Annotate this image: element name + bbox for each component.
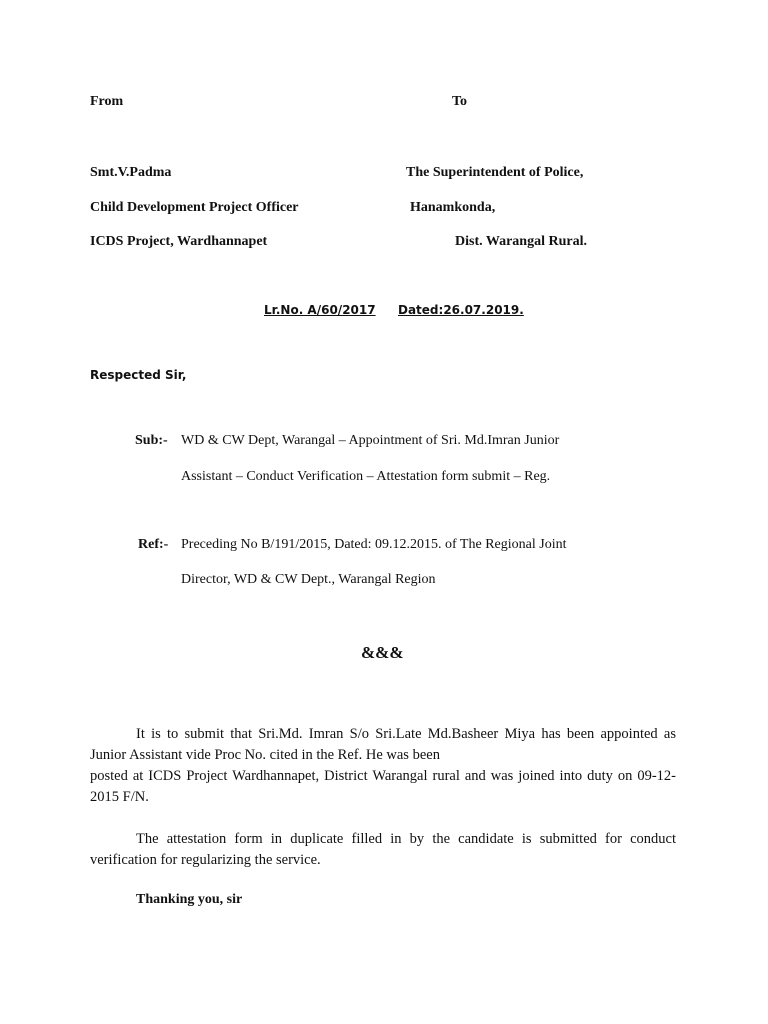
body-paragraph-1-part-2: posted at ICDS Project Wardhannapet, District Warangal rural and was joined into duty on 09-12-2015 F/N. (90, 768, 676, 805)
sender-office: ICDS Project, Wardhannapet (90, 234, 268, 249)
recipient-district: Dist. Warangal Rural. (455, 234, 587, 249)
closing-line: Thanking you, sir (136, 892, 243, 907)
body-paragraph-1-part-1: It is to submit that Sri.Md. Imran S/o Sri.Late Md.Basheer Miya has been appointed as Junior Assistant vide Proc No. cited in the Ref. He was been (90, 726, 676, 763)
ref-line-1: Preceding No B/191/2015, Dated: 09.12.2015. of The Regional Joint (181, 537, 567, 552)
body-paragraph-1 (90, 724, 676, 808)
body-paragraph-2 (90, 829, 676, 871)
salutation: Respected Sir, (90, 368, 187, 382)
from-label: From (90, 94, 124, 109)
ref-line-2: Director, WD & CW Dept., Warangal Region (181, 572, 436, 587)
sender-name: Smt.V.Padma (90, 165, 172, 180)
sender-designation: Child Development Project Officer (90, 200, 299, 215)
to-label: To (452, 94, 468, 109)
subject-label: Sub:- (135, 433, 168, 448)
letter-date: Dated:26.07.2019. (398, 303, 524, 317)
letter-number: Lr.No. A/60/2017 (264, 303, 376, 317)
recipient-title: The Superintendent of Police, (406, 165, 584, 180)
subject-line-2: Assistant – Conduct Verification – Attestation form submit – Reg. (181, 469, 551, 484)
separator-mark: &&& (361, 643, 404, 662)
recipient-place: Hanamkonda, (410, 200, 496, 215)
ref-label: Ref:- (138, 537, 169, 552)
body-paragraph-2-text: The attestation form in duplicate filled in by the candidate is submitted for conduct verification for regularizing the service. (90, 831, 676, 868)
subject-line-1: WD & CW Dept, Warangal – Appointment of Sri. Md.Imran Junior (181, 433, 560, 448)
